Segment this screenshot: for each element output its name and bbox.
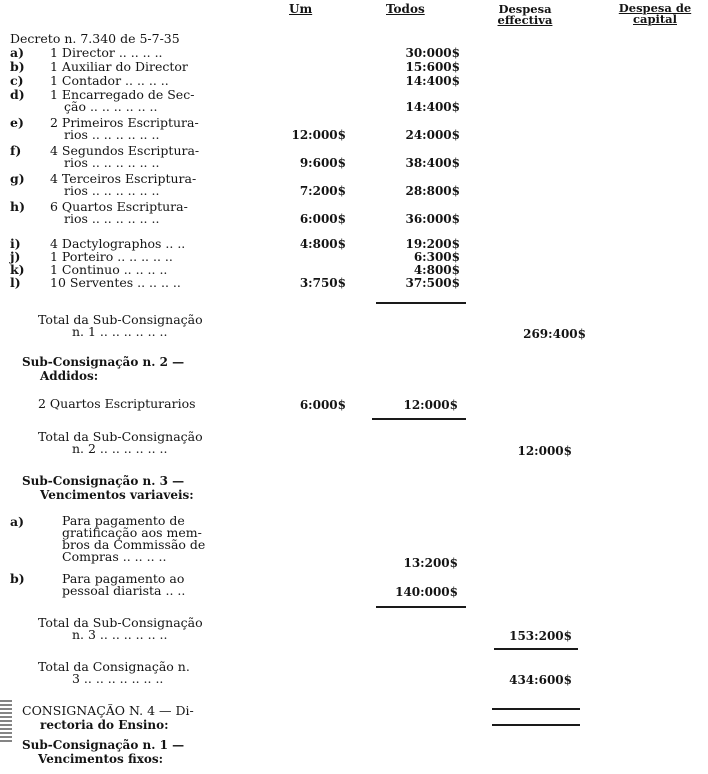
sub1-item-line: 1 Contador .. .. .. .. xyxy=(50,73,169,88)
sub1-item-letter: k) xyxy=(10,262,25,277)
sub2-item-label: 2 Quartos Escripturarios xyxy=(38,396,196,411)
sub1-item-um: 12:000$ xyxy=(291,128,346,143)
sub3-item-b-line-2: pessoal diarista .. .. xyxy=(62,583,186,598)
sub1-item-line: ção .. .. .. .. .. .. xyxy=(64,99,158,115)
sub3-item-a-text xyxy=(62,515,240,563)
total-sub3-value: 153:200$ xyxy=(509,629,572,643)
sub1-item-line: 2 Primeiros Escriptura- xyxy=(50,115,199,130)
header-despesa-effectiva-line-2: effectiva xyxy=(497,13,553,27)
sub3-item-a-line-2: gratificação aos mem- xyxy=(62,525,202,540)
sub1-item-line: 4 Terceiros Escriptura- xyxy=(50,171,197,186)
sub3-item-b-letter: b) xyxy=(10,571,25,586)
sub2-subtitle: Addidos: xyxy=(40,369,99,383)
header-despesa-effectiva-line-1: Despesa xyxy=(498,2,552,16)
header-todos: Todos xyxy=(386,2,425,16)
sub1-item-todos: 30:000$ xyxy=(405,46,460,60)
effectiva-double-rule-top xyxy=(492,708,580,710)
sub3-title: Sub-Consignação n. 3 — xyxy=(22,474,185,488)
sub2-title: Sub-Consignação n. 2 — xyxy=(22,355,185,369)
todos-rule-sub2 xyxy=(372,418,466,420)
total-sub3-label xyxy=(38,617,240,641)
sub1-item-um: 3:750$ xyxy=(299,276,346,290)
sub1-item-todos: 14:400$ xyxy=(405,100,460,115)
sub1-item-todos: 14:400$ xyxy=(405,74,460,88)
header-despesa-capital-line-1: Despesa de xyxy=(618,1,692,15)
total-sub3-line-2: n. 3 .. .. .. .. .. .. xyxy=(72,627,168,642)
sub1-item-letter: f) xyxy=(10,143,22,158)
sub1-item-line: rios .. .. .. .. .. .. xyxy=(64,183,160,199)
sub1-item-um: 6:000$ xyxy=(299,212,346,227)
consig4-title-2: rectoria do Ensino: xyxy=(40,718,169,732)
total-consig3-line-2: 3 .. .. .. .. .. .. .. xyxy=(72,671,164,686)
header-despesa-capital-line-2: capital xyxy=(633,12,677,26)
sub1-item-todos: 15:600$ xyxy=(405,60,460,74)
consig4-title: CONSIGNAÇÃO N. 4 — Di- xyxy=(22,703,194,718)
sub1-item-line: rios .. .. .. .. .. .. xyxy=(64,127,160,143)
total-sub3-line-1: Total da Sub-Consignação xyxy=(38,615,203,630)
sub1-item-line: 4 Segundos Escriptura- xyxy=(50,143,200,158)
sub1-item-todos: 36:000$ xyxy=(405,212,460,227)
sub1-item-line: rios .. .. .. .. .. .. xyxy=(64,155,160,171)
total-consig3-label xyxy=(38,661,240,685)
sub1-item-um: 4:800$ xyxy=(299,237,346,251)
header-despesa-effectiva xyxy=(490,4,560,26)
sub1-item-todos: 6:300$ xyxy=(413,250,460,264)
sub1-item-line: 10 Serventes .. .. .. .. xyxy=(50,275,181,290)
consig4-sub-title: Sub-Consignação n. 1 — xyxy=(22,738,185,752)
sub1-item-line: 6 Quartos Escriptura- xyxy=(50,199,188,214)
sub1-item-letter: j) xyxy=(10,249,21,264)
sub1-item-letter: g) xyxy=(10,171,25,186)
sub1-item-letter: a) xyxy=(10,45,25,60)
sub3-item-a-line-4: Compras .. .. .. .. xyxy=(62,549,167,564)
total-sub2-label xyxy=(38,431,240,455)
sub1-item-line: 1 Director .. .. .. .. xyxy=(50,45,163,60)
sub3-item-a-letter: a) xyxy=(10,514,25,529)
sub3-item-a-line-1: Para pagamento de xyxy=(62,513,185,528)
sub1-item-line: 1 Continuo .. .. .. .. xyxy=(50,262,168,277)
header-um: Um xyxy=(289,2,313,16)
consig4-sub-subtitle: Vencimentos fixos: xyxy=(38,752,164,766)
total-consig3-line-1: Total da Consignação n. xyxy=(38,659,190,674)
sub1-item-todos: 28:800$ xyxy=(405,184,460,199)
sub2-item-todos: 12:000$ xyxy=(403,398,458,412)
sub1-item-letter: l) xyxy=(10,275,21,290)
total-sub2-line-1: Total da Sub-Consignação xyxy=(38,429,203,444)
total-consig3-value: 434:600$ xyxy=(509,673,572,687)
header-despesa-capital xyxy=(610,3,700,25)
sub3-item-a-todos: 13:200$ xyxy=(403,556,458,570)
todos-rule-sub1 xyxy=(376,302,466,304)
total-sub1-line-1: Total da Sub-Consignação xyxy=(38,312,203,327)
decreto-line: Decreto n. 7.340 de 5-7-35 xyxy=(10,31,180,46)
sub1-item-todos: 19:200$ xyxy=(405,237,460,251)
sub1-item-letter: c) xyxy=(10,73,24,88)
sub1-item-letter: h) xyxy=(10,199,26,214)
sub1-item-todos: 38:400$ xyxy=(405,156,460,171)
todos-rule-sub3 xyxy=(376,606,466,608)
sub1-item-line: 1 Porteiro .. .. .. .. .. xyxy=(50,249,173,264)
sub1-item-line: rios .. .. .. .. .. .. xyxy=(64,211,160,227)
sub3-item-b-line-1: Para pagamento ao xyxy=(62,571,185,586)
sub3-item-b-text xyxy=(62,573,240,597)
effectiva-double-rule-bottom xyxy=(492,724,580,726)
sub3-item-b-todos: 140:000$ xyxy=(395,585,458,599)
effectiva-rule-sub3 xyxy=(494,648,578,650)
sub1-item-letter: b) xyxy=(10,59,25,74)
sub1-item-todos: 4:800$ xyxy=(413,263,460,277)
sub1-item-letter: e) xyxy=(10,115,24,130)
sub1-item-todos: 37:500$ xyxy=(405,276,460,290)
total-sub1-line-2: n. 1 .. .. .. .. .. .. xyxy=(72,324,168,339)
sub2-item-um: 6:000$ xyxy=(299,398,346,412)
sub1-item-line: 1 Encarregado de Sec- xyxy=(50,87,195,102)
sub1-item-um: 7:200$ xyxy=(299,184,346,199)
scan-artifact xyxy=(0,700,12,742)
sub1-item-letter: i) xyxy=(10,236,21,251)
total-sub1-label xyxy=(38,314,240,338)
sub1-item-um: 9:600$ xyxy=(299,156,346,171)
total-sub1-value: 269:400$ xyxy=(523,327,586,341)
total-sub2-line-2: n. 2 .. .. .. .. .. .. xyxy=(72,441,168,456)
sub1-item-todos: 24:000$ xyxy=(405,128,460,143)
sub3-subtitle: Vencimentos variaveis: xyxy=(40,488,194,502)
sub3-item-a-line-3: bros da Commissão de xyxy=(62,537,206,552)
sub1-item-line: 1 Auxiliar do Director xyxy=(50,59,188,74)
sub1-item-line: 4 Dactylographos .. .. xyxy=(50,236,186,251)
total-sub2-value: 12:000$ xyxy=(517,444,572,458)
sub1-item-letter: d) xyxy=(10,87,25,102)
